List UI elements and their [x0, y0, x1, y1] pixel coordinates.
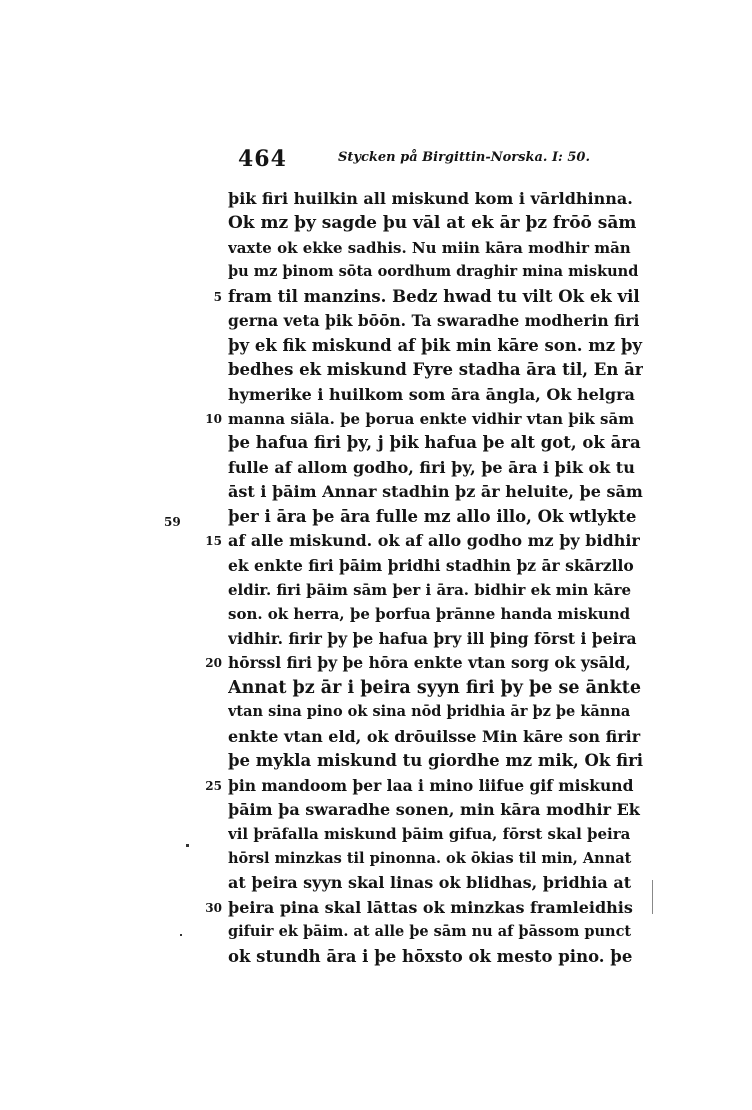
line-text: fram til manzins. Bedz hwad tu vilt Ok ek vil — [228, 286, 640, 306]
line-text: fulle af allom godho, firi þy, þe āra i þik ok tu — [228, 457, 635, 477]
line-number: 5 — [213, 289, 222, 304]
text-line — [0, 236, 752, 260]
line-text: eldir. firi þāim sām þer i āra. bidhir ek min kāre — [228, 581, 632, 599]
margin-mark — [186, 844, 189, 847]
line-text: hōrssl firi þy þe hōra enkte vtan sorg ok ysāld, — [228, 653, 631, 673]
text-line — [0, 774, 752, 798]
text-line — [0, 896, 752, 920]
text-line — [0, 945, 752, 969]
text-line — [0, 187, 752, 211]
line-text: Annat þz ār i þeira syyn firi þy þe se ānkte — [228, 677, 642, 698]
line-text: ek enkte firi þāim þridhi stadhin þz ār skārzllo — [228, 555, 634, 575]
line-text: son. ok herra, þe þorfua þrānne handa miskund — [228, 605, 631, 624]
line-text: āst i þāim Annar stadhin þz ār heluite, þe sām — [228, 482, 643, 502]
margin-mark — [180, 934, 182, 936]
line-text: þin mandoom þer laa i mino liifue gif miskund — [228, 775, 634, 795]
line-text: at þeira syyn skal linas ok blidhas, þridhia at — [228, 873, 632, 893]
margin-rule — [652, 880, 653, 914]
line-text: enkte vtan eld, ok drōuilsse Min kāre son firir — [228, 726, 641, 746]
text-line — [0, 749, 752, 773]
text-body — [0, 187, 752, 969]
text-line — [0, 456, 752, 480]
line-text: þeira pina skal lāttas ok minzkas framleidhis — [228, 897, 633, 917]
line-number: 10 — [205, 411, 222, 426]
text-line — [0, 505, 752, 529]
line-text: hymerike i huilkom som āra āngla, Ok helgra — [228, 384, 635, 404]
line-text: vidhir. firir þy þe hafua þry ill þing fōrst i þeira — [228, 628, 637, 648]
text-line — [0, 725, 752, 749]
line-text: ok stundh āra i þe hōxsto ok mesto pino. þe — [228, 946, 633, 966]
text-line — [0, 822, 752, 846]
line-number: 25 — [205, 778, 222, 793]
text-line — [0, 285, 752, 309]
line-text: þu mz þinom sōta oordhum draghir mina miskund — [228, 263, 639, 281]
text-line — [0, 847, 752, 871]
text-line — [0, 578, 752, 602]
text-line — [0, 407, 752, 431]
text-line — [0, 676, 752, 700]
line-text: þer i āra þe āra fulle mz allo illo, Ok wtlykte — [228, 506, 637, 526]
line-text: bedhes ek miskund Fyre stadha āra til, En ār — [228, 360, 643, 380]
line-text: Ok mz þy sagde þu vāl at ek ār þz frōō sām — [228, 213, 637, 234]
page-header — [0, 146, 752, 176]
text-line — [0, 700, 752, 724]
margin-page-note: 59 — [164, 515, 181, 529]
text-line — [0, 529, 752, 553]
line-text: vil þrāfalla miskund þāim gifua, fōrst skal þeira — [228, 825, 631, 844]
text-line — [0, 920, 752, 944]
text-line — [0, 260, 752, 284]
line-text: hōrsl minzkas til pinonna. ok ōkias til min, Annat — [228, 849, 632, 867]
line-text: vtan sina pino ok sina nōd þridhia ār þz þe kānna — [228, 703, 631, 721]
text-line — [0, 431, 752, 455]
line-text: þy ek fik miskund af þik min kāre son. mz þy — [228, 335, 642, 355]
line-text: manna siāla. þe þorua enkte vidhir vtan þik sām — [228, 409, 635, 428]
line-number: 15 — [205, 534, 222, 549]
line-text: þāim þa swaradhe sonen, min kāra modhir Ek — [228, 799, 640, 819]
line-number: 30 — [205, 900, 222, 915]
line-text: þe mykla miskund tu giordhe mz mik, Ok firi — [228, 751, 643, 771]
text-line — [0, 480, 752, 504]
text-line — [0, 211, 752, 235]
line-number: 20 — [205, 656, 222, 671]
line-text: gerna veta þik bōōn. Ta swaradhe modherin firi — [228, 311, 640, 331]
line-text: af alle miskund. ok af allo godho mz þy bidhir — [228, 531, 640, 551]
line-text: þik firi huilkin all miskund kom i vārldhinna. — [228, 189, 633, 208]
line-text: þe hafua firi þy, j þik hafua þe alt got, ok āra — [228, 433, 641, 453]
text-line — [0, 334, 752, 358]
text-line — [0, 627, 752, 651]
page-number: 464 — [238, 146, 287, 172]
text-line — [0, 602, 752, 626]
running-title: Stycken på Birgittin-Norska. I: 50. — [338, 150, 590, 165]
text-line — [0, 651, 752, 675]
line-text: gifuir ek þāim. at alle þe sām nu af þāssom punct — [228, 923, 632, 941]
text-line — [0, 309, 752, 333]
text-line — [0, 358, 752, 382]
line-text: vaxte ok ekke sadhis. Nu miin kāra modhir mān — [228, 238, 631, 257]
text-line — [0, 871, 752, 895]
text-line — [0, 554, 752, 578]
text-line — [0, 798, 752, 822]
text-line — [0, 383, 752, 407]
